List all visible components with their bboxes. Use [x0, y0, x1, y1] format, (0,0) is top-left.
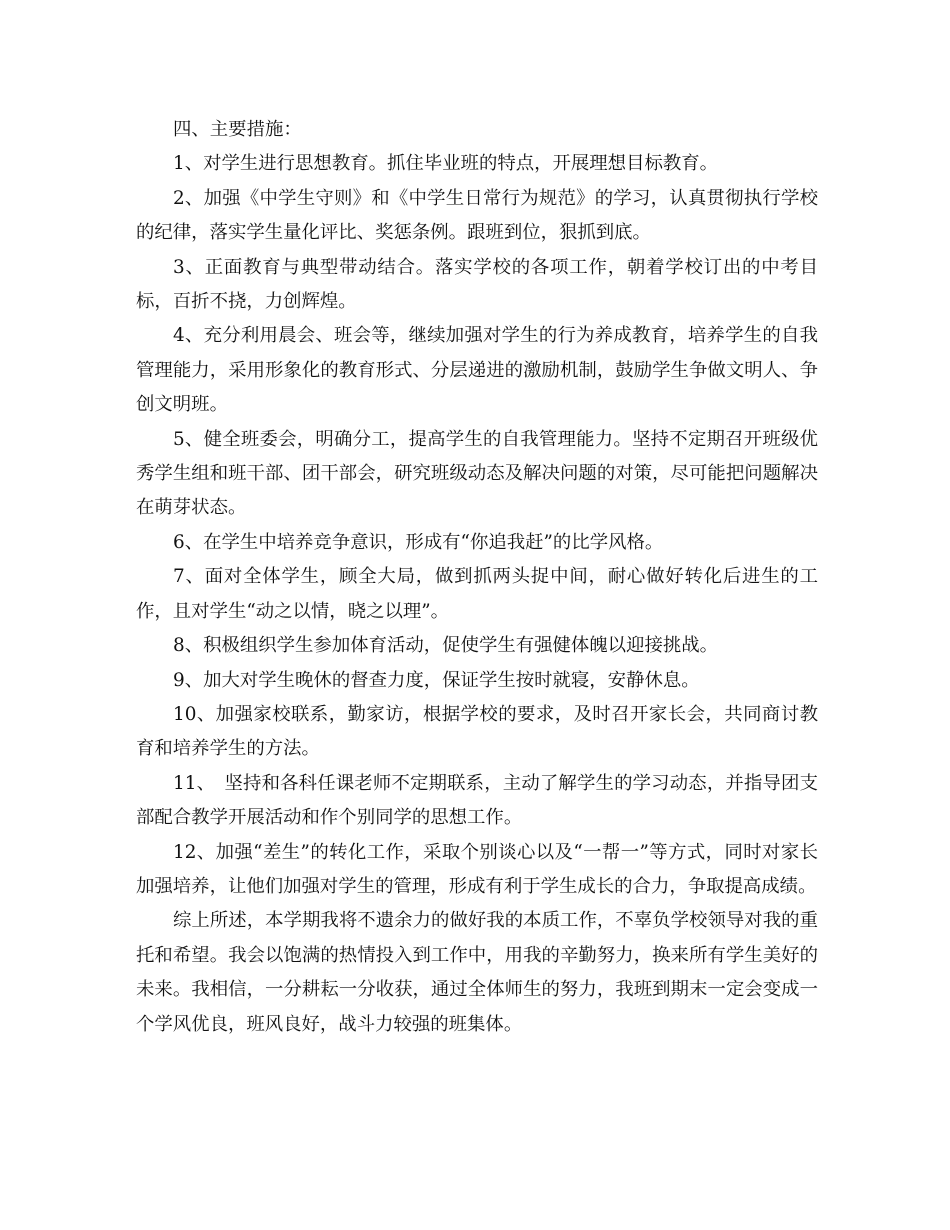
paragraph-6: 6、在学生中培养竞争意识，形成有“你追我赶”的比学风格。 [173, 531, 664, 553]
paragraph-3: 3、正面教育与典型带动结合。落实学校的各项工作，朝着学校订出的中考目标，百折不挠，力创辉煌。 [136, 256, 818, 313]
paragraph-4: 4、充分利用晨会、班会等，继续加强对学生的行为养成教育，培养学生的自我管理能力，采用形象化的教育形式、分层递进的激励机制，鼓励学生争做文明人、争创文明班。 [136, 325, 818, 416]
section-heading: 四、主要措施： [173, 119, 302, 140]
paragraph-9: 9、加大对学生晚休的督查力度，保证学生按时就寝，安静休息。 [173, 669, 700, 691]
paragraph-5: 5、健全班委会，明确分工，提高学生的自我管理能力。坚持不定期召开班级优秀学生组和班干部、团干部会，研究班级动态及解决问题的对策，尽可能把问题解决在萌芽状态。 [136, 428, 818, 519]
summary-paragraph: 综上所述，本学期我将不遗余力的做好我的本质工作，不辜负学校领导对我的重托和希望。我会以饱满的热情投入到工作中，用我的辛勤努力，换来所有学生美好的未来。我相信，一分耕耘一分收获，通过全体师生的努力，我班到期末一定会变成一个学风优良，班风良好，战斗力较强的班集体。 [136, 910, 818, 1035]
paragraph-12: 12、加强“差生”的转化工作，采取个别谈心以及“一帮一”等方式，同时对家长加强培养，让他们加强对学生的管理，形成有利于学生成长的合力，争取提高成绩。 [136, 841, 818, 897]
paragraph-8: 8、积极组织学生参加体育活动，促使学生有强健体魄以迎接挑战。 [173, 635, 719, 657]
paragraph-7: 7、面对全体学生，顾全大局，做到抓两头捉中间，耐心做好转化后进生的工作，且对学生“动之以情，晓之以理”。 [136, 566, 818, 622]
document-body [136, 113, 818, 1042]
paragraph-10: 10、加强家校联系，勤家访，根据学校的要求，及时召开家长会，共同商讨教育和培养学生的方法。 [136, 703, 818, 760]
paragraph-11: 11、 坚持和各科任课老师不定期联系，主动了解学生的学习动态，并指导团支部配合教学开展活动和作个别同学的思想工作。 [136, 772, 818, 829]
paragraph-2: 2、加强《中学生守则》和《中学生日常行为规范》的学习，认真贯彻执行学校的纪律，落实学生量化评比、奖惩条例。跟班到位，狠抓到底。 [136, 187, 818, 244]
paragraph-1: 1、对学生进行思想教育。抓住毕业班的特点，开展理想目标教育。 [173, 153, 719, 175]
